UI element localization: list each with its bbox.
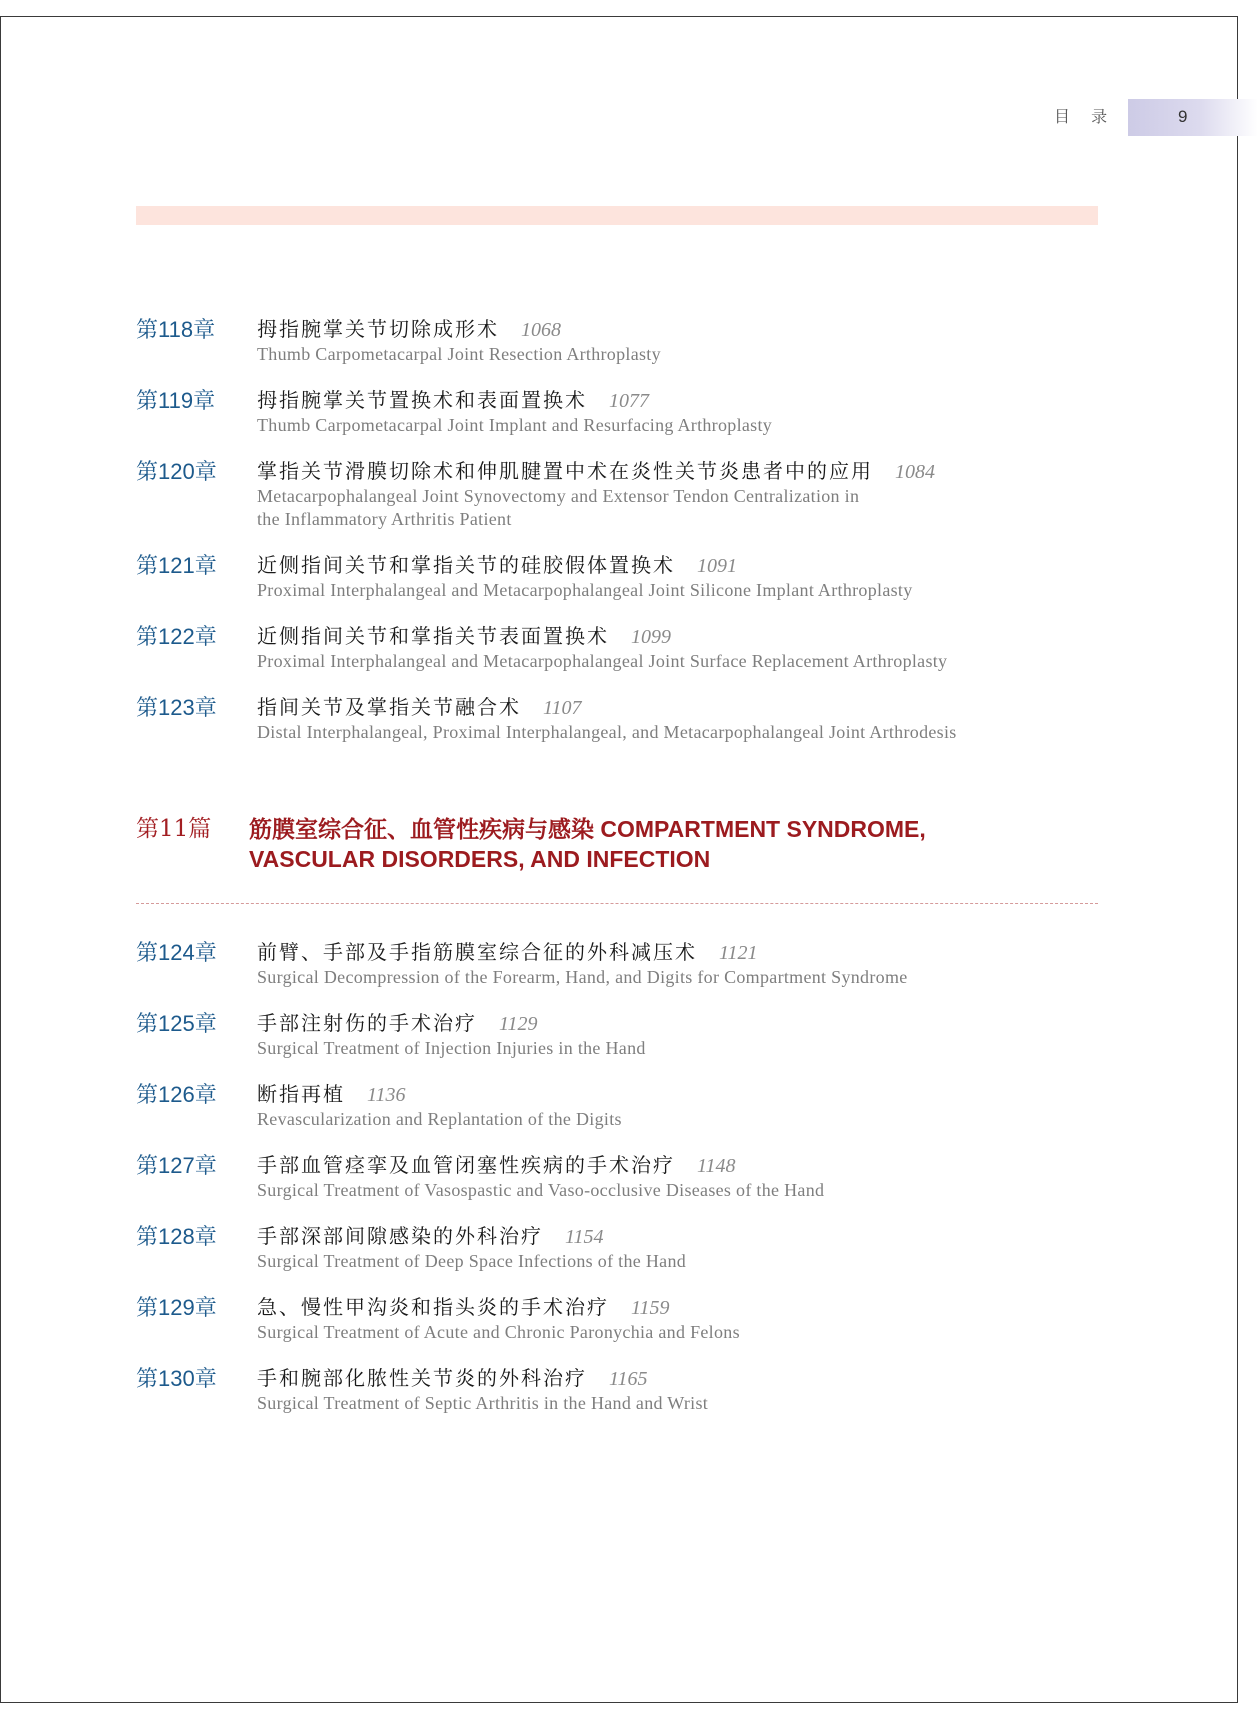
page-number-tab: [1128, 99, 1258, 136]
chapter-entry: [136, 1081, 1136, 1131]
chapter-title-en: Surgical Treatment of Injection Injuries in the Hand: [257, 1038, 646, 1058]
chapter-number: 第129章: [136, 1295, 217, 1320]
chapter-title-zh: 前臂、手部及手指筋膜室综合征的外科减压术: [257, 940, 697, 964]
chapter-text: [257, 1294, 1136, 1344]
chapter-page-number: 1068: [521, 319, 561, 341]
chapter-page-number: 1129: [499, 1013, 538, 1035]
chapter-title-en: Surgical Treatment of Vasospastic and Vaso-occlusive Diseases of the Hand: [257, 1180, 825, 1200]
chapter-title-zh: 急、慢性甲沟炎和指头炎的手术治疗: [257, 1295, 609, 1319]
chapter-text: [257, 387, 1136, 437]
chapter-page-number: 1159: [631, 1297, 670, 1319]
chapter-number: 第125章: [136, 1011, 217, 1036]
chapter-title-en: Thumb Carpometacarpal Joint Implant and Resurfacing Arthroplasty: [257, 415, 773, 435]
chapter-entry: [136, 1365, 1136, 1415]
chapter-entry: [136, 552, 1136, 602]
chapter-page-number: 1148: [697, 1155, 736, 1177]
chapter-title-line: [257, 552, 1136, 579]
chapter-entry: [136, 1152, 1136, 1202]
chapter-entry: [136, 939, 1136, 989]
chapter-text: [257, 458, 1136, 531]
chapter-title-en: Surgical Treatment of Septic Arthritis in the Hand and Wrist: [257, 1393, 709, 1413]
chapter-number: 第122章: [136, 624, 217, 649]
chapter-title-en: Metacarpophalangeal Joint Synovectomy and Extensor Tendon Centralization in the Inflammatory Arthritis Patient: [257, 486, 860, 529]
chapter-text: [257, 1223, 1136, 1273]
chapter-number: 第124章: [136, 940, 217, 965]
chapter-page-number: 1091: [697, 555, 737, 577]
chapter-entry: [136, 694, 1136, 744]
chapter-entry: [136, 387, 1136, 437]
chapter-title-en: Thumb Carpometacarpal Joint Resection Arthroplasty: [257, 344, 661, 364]
chapter-entry: [136, 1010, 1136, 1060]
chapter-title-line: [257, 316, 1136, 343]
chapter-page-number: 1107: [543, 697, 582, 719]
chapter-title-line: [257, 694, 1136, 721]
chapter-title-line: [257, 1294, 1136, 1321]
chapter-title-zh: 掌指关节滑膜切除术和伸肌腱置中术在炎性关节炎患者中的应用: [257, 459, 873, 483]
chapter-text: [257, 694, 1136, 744]
chapter-title-en: Proximal Interphalangeal and Metacarpophalangeal Joint Surface Replacement Arthroplasty: [257, 651, 948, 671]
chapter-title-en: Surgical Treatment of Deep Space Infections of the Hand: [257, 1251, 687, 1271]
chapter-title-en: Surgical Treatment of Acute and Chronic Paronychia and Felons: [257, 1322, 740, 1342]
chapter-text: [257, 1152, 1136, 1202]
chapter-text: [257, 552, 1136, 602]
chapter-number: 第127章: [136, 1153, 217, 1178]
chapter-number: 第119章: [136, 388, 216, 413]
chapter-page-number: 1165: [609, 1368, 648, 1390]
chapter-page-number: 1136: [367, 1084, 406, 1106]
chapter-list-section-2: [136, 939, 1136, 1436]
part-number: 第11篇: [136, 816, 212, 842]
chapter-page-number: 1154: [565, 1226, 604, 1248]
chapter-title-line: [257, 1010, 1136, 1037]
chapter-text: [257, 316, 1136, 366]
chapter-title-zh: 拇指腕掌关节切除成形术: [257, 317, 499, 341]
chapter-title-zh: 手部注射伤的手术治疗: [257, 1011, 477, 1035]
chapter-title-zh: 近侧指间关节和掌指关节的硅胶假体置换术: [257, 553, 675, 577]
chapter-title-zh: 手部血管痉挛及血管闭塞性疾病的手术治疗: [257, 1153, 675, 1177]
part-title: 筋膜室综合征、血管性疾病与感染 COMPARTMENT SYNDROME, VASCULAR DISORDERS, AND INFECTION: [249, 816, 926, 872]
chapter-title-line: [257, 939, 1136, 966]
chapter-number: 第121章: [136, 553, 217, 578]
chapter-number: 第123章: [136, 695, 217, 720]
chapter-title-zh: 指间关节及掌指关节融合术: [257, 695, 521, 719]
chapter-title-en: Surgical Decompression of the Forearm, Hand, and Digits for Compartment Syndrome: [257, 967, 908, 987]
chapter-page-number: 1121: [719, 942, 758, 964]
chapter-title-line: [257, 1152, 1136, 1179]
decorative-band: [136, 206, 1098, 225]
chapter-entry: [136, 1294, 1136, 1344]
part-divider: [136, 903, 1098, 904]
chapter-title-line: [257, 1223, 1136, 1250]
chapter-entry: [136, 316, 1136, 366]
chapter-page-number: 1099: [631, 626, 671, 648]
chapter-entry: [136, 1223, 1136, 1273]
chapter-number: 第130章: [136, 1366, 217, 1391]
chapter-text: [257, 1010, 1136, 1060]
chapter-text: [257, 1365, 1136, 1415]
running-header-section: 目 录: [1054, 107, 1116, 126]
chapter-number: 第120章: [136, 459, 217, 484]
chapter-title-en: Revascularization and Replantation of the Digits: [257, 1109, 622, 1129]
page-number: 9: [1178, 107, 1188, 126]
chapter-text: [257, 939, 1136, 989]
chapter-title-zh: 断指再植: [257, 1082, 345, 1106]
chapter-title-line: [257, 458, 1136, 485]
chapter-title-zh: 手部深部间隙感染的外科治疗: [257, 1224, 543, 1248]
chapter-title-zh: 近侧指间关节和掌指关节表面置换术: [257, 624, 609, 648]
chapter-title-line: [257, 623, 1136, 650]
chapter-title-line: [257, 1081, 1136, 1108]
chapter-page-number: 1084: [895, 461, 935, 483]
chapter-title-en: Proximal Interphalangeal and Metacarpophalangeal Joint Silicone Implant Arthroplasty: [257, 580, 913, 600]
chapter-text: [257, 1081, 1136, 1131]
chapter-number: 第128章: [136, 1224, 217, 1249]
chapter-title-zh: 手和腕部化脓性关节炎的外科治疗: [257, 1366, 587, 1390]
chapter-text: [257, 623, 1136, 673]
chapter-number: 第126章: [136, 1082, 217, 1107]
chapter-page-number: 1077: [609, 390, 649, 412]
chapter-title-line: [257, 387, 1136, 414]
chapter-number: 第118章: [136, 317, 216, 342]
chapter-list-section-1: [136, 316, 1136, 765]
chapter-entry: [136, 458, 1136, 531]
chapter-title-en: Distal Interphalangeal, Proximal Interphalangeal, and Metacarpophalangeal Joint Arthrodesis: [257, 722, 957, 742]
chapter-entry: [136, 623, 1136, 673]
chapter-title-zh: 拇指腕掌关节置换术和表面置换术: [257, 388, 587, 412]
chapter-title-line: [257, 1365, 1136, 1392]
